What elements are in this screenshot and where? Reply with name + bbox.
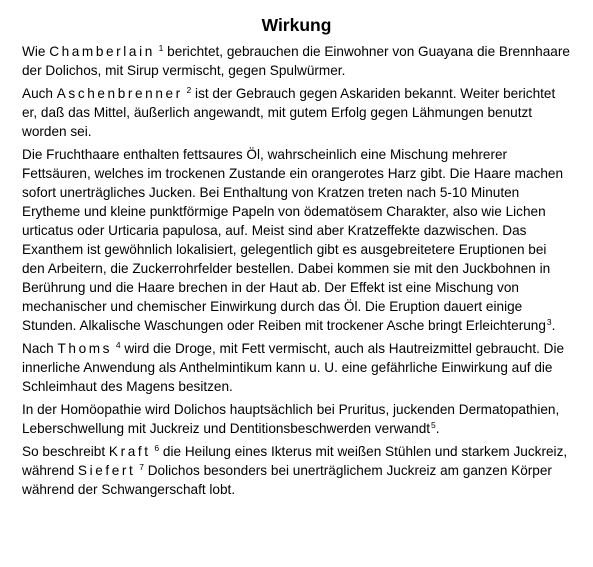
author-name: Chamberlain — [49, 44, 155, 59]
paragraph-fruchthaare — [22, 145, 571, 335]
footnote-ref: 3 — [546, 317, 552, 327]
footnote-ref: 4 — [115, 340, 121, 350]
text-run: . — [435, 421, 440, 436]
section-title: Wirkung — [261, 15, 332, 35]
footnote-ref: 7 — [139, 462, 144, 472]
text-run: Auch — [22, 86, 57, 101]
paragraph-chamberlain — [22, 42, 571, 80]
text-run: ist der Gebrauch gegen Askariden bekannt. Weiter berichtet er, daß das Mittel, äußerlich angewandt, mit gutem Erfolg gegen Lähmungen benutzt worden sei. — [22, 86, 556, 139]
text-run: Die Fruchthaare enthalten fettsaures Öl, wahrscheinlich eine Mischung mehrerer Fettsäuren, welches im trockenen Zustande ein orangerotes Harz gibt. Die Haare machen sofort unerträgliches Jucken. Bei Enthaltung von Kratzen treten nach 5-10 Minuten Erytheme und kleine punktförmige Papeln von ödematösem Charakter, also wie Lichen urticatus oder Urticaria papulosa, auf. Meist sind aber Kratzeffekte dazwischen. Das Exanthem ist gewöhnlich lokalisiert, gelegentlich gibt es ausgebreitetere Eruptionen bei den Arbeitern, die Zuckerrohrfelder bestellen. Dabei kommen sie mit den Juckbohnen in Berührung und die Haare brechen in der Haut ab. Der Effekt ist eine Mischung von mechanischer und chemischer Einwirkung durch das Öl. Die Eruption dauert einige Stunden. Alkalische Waschungen oder Reiben mit trockener Asche bringt Erleichterung — [22, 147, 564, 333]
paragraph-thoms — [22, 339, 571, 396]
author-name: Aschenbrenner — [56, 86, 183, 101]
footnote-ref: 6 — [154, 443, 160, 453]
text-run: Wie — [22, 44, 50, 59]
paragraph-homoeopathie — [22, 400, 571, 438]
paragraph-kraft-siefert — [22, 442, 571, 499]
text-run: wird die Droge, mit Fett vermischt, auch als Hautreizmittel gebraucht. Die innerliche Anwendung als Anthelmintikum kann u. U. eine gefährliche Einwirkung auf die Schleimhaut des Magens besitzen. — [22, 341, 565, 394]
author-name: Siefert — [77, 463, 136, 478]
text-run: die Heilung eines Ikterus mit weißen Stühlen und starkem Juckreiz, während — [22, 444, 568, 478]
text-run: Nach — [22, 341, 58, 356]
footnote-ref: 5 — [431, 420, 436, 430]
paragraph-aschenbrenner — [22, 84, 571, 141]
author-name: Kraft — [108, 444, 151, 459]
text-run: So beschreibt — [22, 444, 109, 459]
text-run: . — [551, 318, 556, 333]
text-run: berichtet, gebrauchen die Einwohner von Guayana die Brennhaare der Dolichos, mit Sirup vermischt, gegen Spulwürmer. — [22, 44, 570, 78]
text-run: Dolichos besonders bei unerträglichem Juckreiz am ganzen Körper während der Schwangerschaft lobt. — [22, 463, 552, 497]
footnote-ref: 2 — [186, 85, 192, 95]
author-name: Thoms — [57, 341, 113, 356]
footnote-ref: 1 — [158, 43, 164, 53]
text-run: In der Homöopathie wird Dolichos hauptsächlich bei Pruritus, juckenden Dermatopathien, Leberschwellung mit Juckreiz und Dentitionsbeschwerden verwandt — [22, 402, 560, 436]
